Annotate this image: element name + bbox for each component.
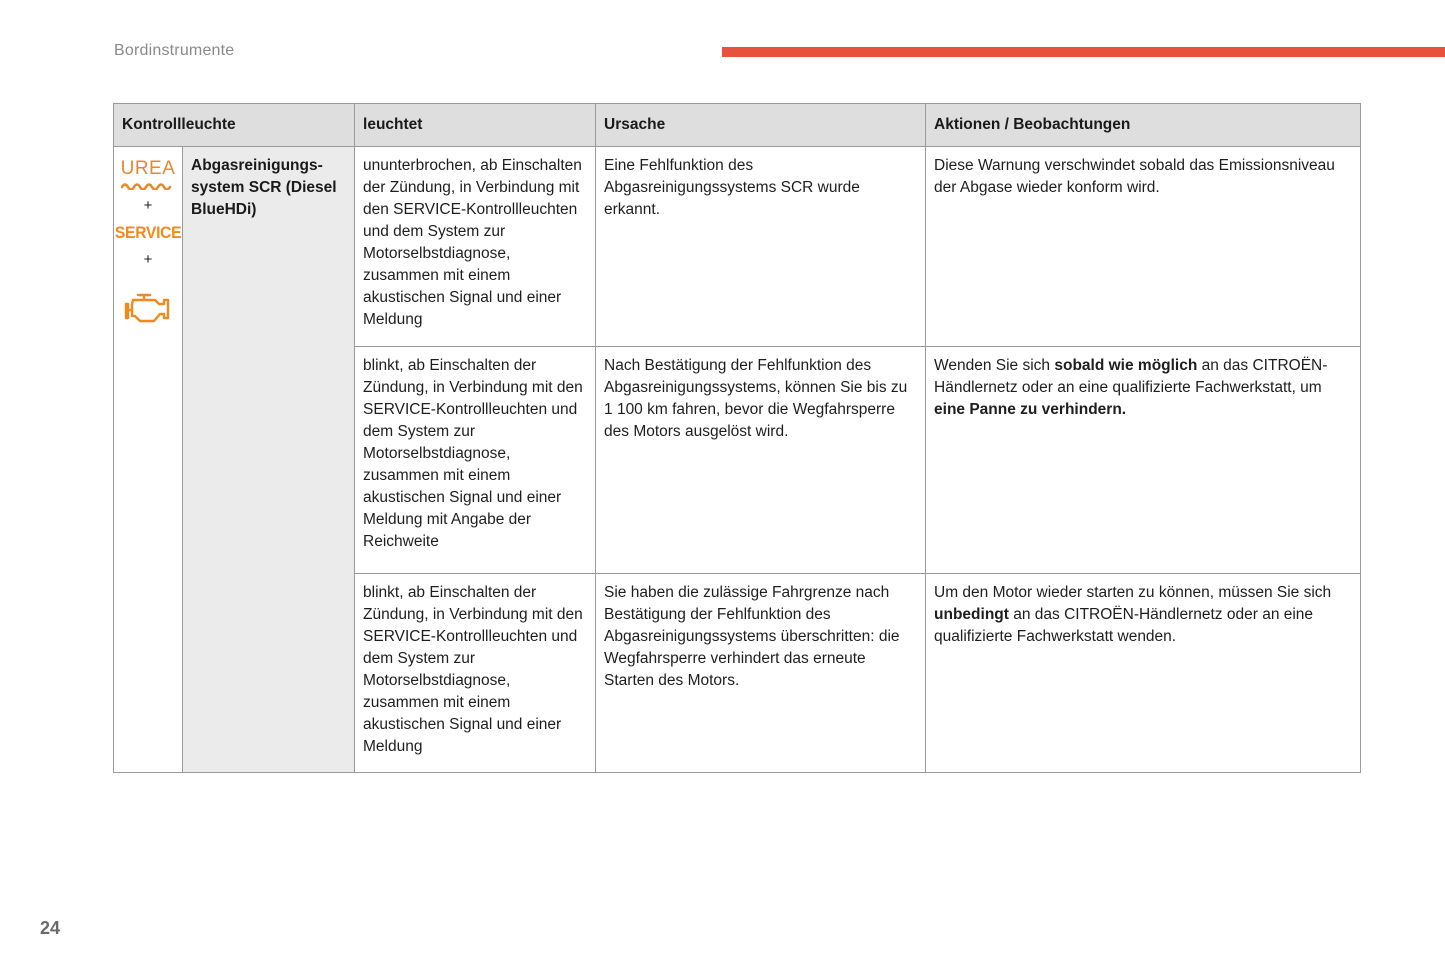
column-header-leuchtet: leuchtet — [355, 104, 596, 147]
warning-lights-table — [113, 103, 1361, 773]
table-row — [114, 147, 1361, 347]
action-text: an das CITROËN-Händlernetz oder an eine qualifizierte Fachwerkstatt wenden. — [934, 606, 1314, 645]
section-title: Bordinstrumente — [114, 42, 235, 59]
page-number: 24 — [40, 918, 61, 938]
action-text: Wenden Sie sich — [934, 357, 1055, 374]
column-header-kontrollleuchte: Kontrollleuchte — [114, 104, 355, 147]
cause-cell: Nach Bestätigung der Fehlfunktion des Abgasreinigungssystems, können Sie bis zu 1 100 km fahren, bevor die Wegfahrsperre des Motors ausgelöst wird. — [596, 347, 926, 574]
action-cell — [926, 574, 1361, 773]
service-icon: SERVICE — [114, 223, 182, 242]
cause-cell: Sie haben die zulässige Fahrgrenze nach Bestätigung der Fehlfunktion des Abgasreinigungssystems überschritten: die Wegfahrsperre verhindert das erneute Starten des Motors. — [596, 574, 926, 773]
cause-cell: Eine Fehlfunktion des Abgasreinigungssystems SCR wurde erkannt. — [596, 147, 926, 347]
engine-icon — [123, 290, 173, 326]
indicator-icons-cell — [114, 147, 183, 773]
lit-cell: blinkt, ab Einschalten der Zündung, in Verbindung mit den SERVICE-Kontrollleuchten und dem System zur Motorselbstdiagnose, zusammen mit einem akustischen Signal und einer Meldung — [355, 574, 596, 773]
action-cell — [926, 147, 1361, 347]
lit-cell: blinkt, ab Einschalten der Zündung, in Verbindung mit den SERVICE-Kontrollleuchten und dem System zur Motorselbstdiagnose, zusammen mit einem akustischen Signal und einer Meldung mit Angabe der Reichweite — [355, 347, 596, 574]
plus-sign: + — [143, 251, 153, 268]
action-emphasis: sobald wie möglich — [1054, 357, 1198, 374]
lit-cell: ununterbrochen, ab Einschalten der Zündung, in Verbindung mit den SERVICE-Kontrollleuchten und dem System zur Motorselbstdiagnose, zusammen mit einem akustischen Signal und einer Meldung — [355, 147, 596, 347]
column-header-aktionen: Aktionen / Beobachtungen — [926, 104, 1361, 147]
urea-icon: UREA — [121, 159, 176, 190]
indicator-name-cell: Abgasreinigungs-system SCR (Diesel BlueHDi) — [183, 147, 355, 773]
action-emphasis: unbedingt — [934, 606, 1009, 623]
urea-wave-icon — [121, 182, 173, 190]
header-accent-bar — [722, 47, 1445, 57]
action-text: an das CITROËN-Händlernetz oder an eine qualifizierte Fachwerkstatt, um — [934, 357, 1328, 396]
action-cell — [926, 347, 1361, 574]
column-header-ursache: Ursache — [596, 104, 926, 147]
plus-sign: + — [143, 197, 153, 214]
table-header-row — [114, 104, 1361, 147]
action-emphasis: eine Panne zu verhindern. — [934, 401, 1127, 418]
action-text: Diese Warnung verschwindet sobald das Emissionsniveau der Abgase wieder konform wird. — [934, 157, 1335, 196]
action-text: Um den Motor wieder starten zu können, müssen Sie sich — [934, 584, 1332, 601]
